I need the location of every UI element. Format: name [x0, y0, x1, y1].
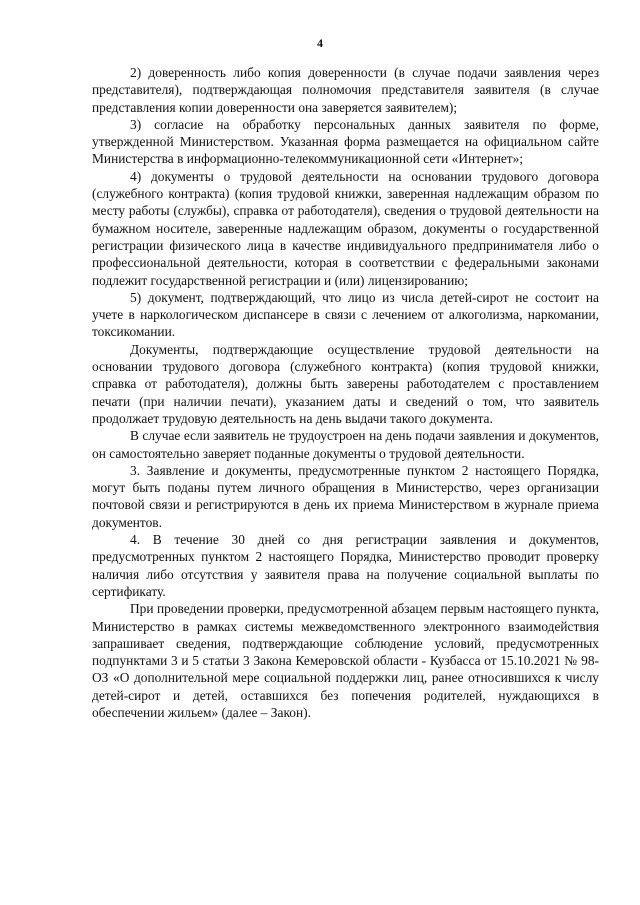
document-body [92, 64, 599, 721]
paragraph-section-3-submission: 3. Заявление и документы, предусмотренные пунктом 2 настоящего Порядка, могут быть поданы путем личного обращения в Министерство, через организации почтовой связи и регистрируются в день их приема Министерством в журнале приема документов. [92, 462, 599, 530]
paragraph-item-3-personal-data-consent: 3) согласие на обработку персональных данных заявителя по форме, утвержденной Министерством. Указанная форма размещается на официальном сайте Министерства в информационно-телекоммуникационной сети «Интернет»; [92, 116, 599, 167]
paragraph-employment-certification: Документы, подтверждающие осуществление трудовой деятельности на основании трудового договора (служебного контракта) (копия трудовой книжки, справка от работодателя), должны быть заверены работодателем с проставлением печати (при наличии печати), указанием даты и сведений о том, что заявитель продолжает трудовую деятельность на день выдачи такого документа. [92, 341, 599, 426]
paragraph-item-5-narcology-certificate: 5) документ, подтверждающий, что лицо из числа детей-сирот не состоит на учете в наркологическом диспансере в связи с лечением от алкоголизма, наркомании, токсикомании. [92, 289, 599, 340]
paragraph-interagency-request: При проведении проверки, предусмотренной абзацем первым настоящего пункта, Министерство в рамках системы межведомственного электронного взаимодействия запрашивает сведения, подтверждающие соблюдение условий, предусмотренных подпунктами 3 и 5 статьи 3 Закона Кемеровской области - Кузбасса от 15.10.2021 № 98-ОЗ «О дополнительной мере социальной поддержки лиц, ранее относившихся к числу детей-сирот и детей, оставшихся без попечения родителей, нуждающихся в обеспечении жильем» (далее – Закон). [92, 601, 599, 720]
paragraph-unemployed-applicant: В случае если заявитель не трудоустроен на день подачи заявления и документов, он самостоятельно заверяет поданные документы о трудовой деятельности. [92, 428, 599, 461]
page-number: 4 [317, 36, 323, 50]
paragraph-item-4-employment-documents: 4) документы о трудовой деятельности на основании трудового договора (служебного контракта) (копия трудовой книжки, заверенная надлежащим образом по месту работы (службы), справка от работодателя), сведения о трудовой деятельности на бумажном носителе, заверенные надлежащим образом, документы о государственной регистрации физического лица в качестве индивидуального предпринимателя либо о профессиональной деятельности, которая в соответствии с федеральными законами подлежит государственной регистрации и (или) лицензированию; [92, 168, 599, 288]
paragraph-section-4-verification: 4. В течение 30 дней со дня регистрации заявления и документов, предусмотренных пунктом 2 настоящего Порядка, Министерство проводит проверку наличия либо отсутствия у заявителя права на получение социальной выплаты по сертификату. [92, 532, 599, 599]
paragraph-item-2-power-of-attorney: 2) доверенность либо копия доверенности (в случае подачи заявления через представителя), подтверждающая полномочия представителя заявителя (в случае представления копии доверенности она заверяется заявителем); [92, 65, 599, 115]
